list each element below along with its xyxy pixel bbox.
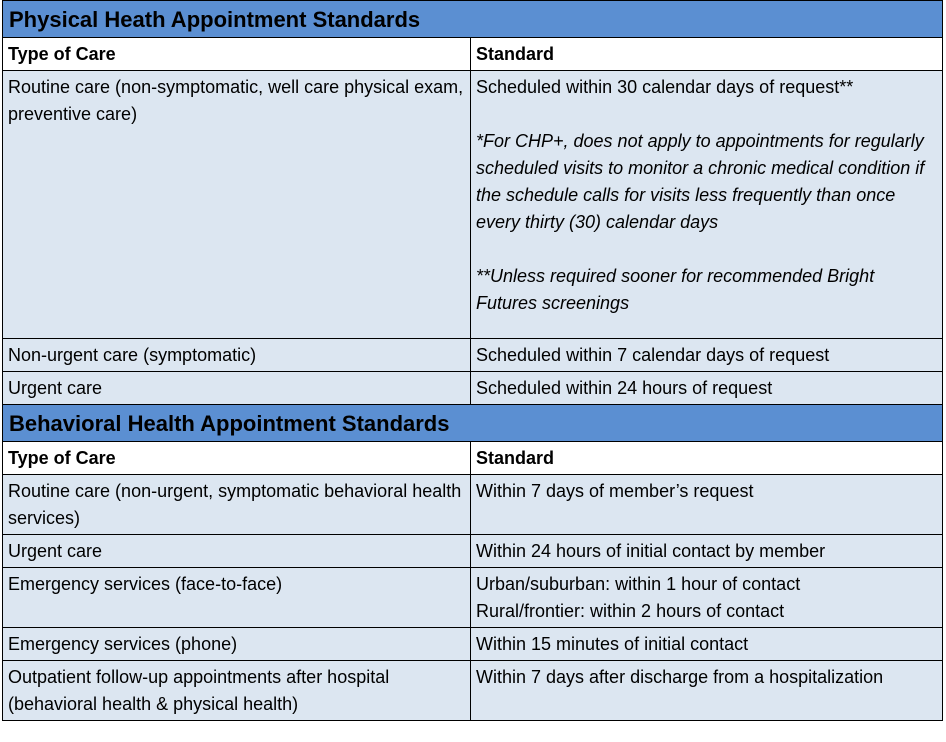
standard-cell: Within 24 hours of initial contact by member (471, 535, 943, 568)
table-row (3, 535, 943, 568)
type-of-care-cell: Urgent care (3, 372, 471, 405)
behavioral-section-title: Behavioral Health Appointment Standards (3, 405, 943, 442)
spacer (476, 236, 938, 263)
type-of-care-cell: Non-urgent care (symptomatic) (3, 339, 471, 372)
table-row (3, 475, 943, 535)
physical-section-title: Physical Heath Appointment Standards (3, 1, 943, 38)
standard-text: Scheduled within 30 calendar days of request** (476, 77, 854, 97)
physical-col-type-header: Type of Care (3, 38, 471, 71)
standard-cell: Scheduled within 24 hours of request (471, 372, 943, 405)
behavioral-column-header-row (3, 442, 943, 475)
table-row (3, 661, 943, 721)
standard-cell (471, 71, 943, 339)
behavioral-section-header-row (3, 405, 943, 442)
chp-footnote: *For CHP+, does not apply to appointments for regularly scheduled visits to monitor a chronic medical condition if the schedule calls for visits less frequently than once every thirty (30) calendar days (476, 131, 925, 232)
behavioral-col-type-header: Type of Care (3, 442, 471, 475)
physical-section-header-row (3, 1, 943, 38)
physical-col-standard-header: Standard (471, 38, 943, 71)
table-row (3, 372, 943, 405)
standard-cell: Within 7 days after discharge from a hospitalization (471, 661, 943, 721)
physical-column-header-row (3, 38, 943, 71)
spacer (476, 101, 938, 128)
type-of-care-cell: Emergency services (phone) (3, 628, 471, 661)
bright-futures-footnote: **Unless required sooner for recommended Bright Futures screenings (476, 266, 875, 313)
standard-cell: Scheduled within 7 calendar days of request (471, 339, 943, 372)
standard-cell: Within 7 days of member’s request (471, 475, 943, 535)
appointment-standards-sheet (2, 0, 944, 721)
type-of-care-cell: Routine care (non-urgent, symptomatic behavioral health services) (3, 475, 471, 535)
table-row (3, 339, 943, 372)
table-row (3, 568, 943, 628)
table-row (3, 71, 943, 339)
urban-standard-text: Urban/suburban: within 1 hour of contact (476, 574, 801, 594)
appointment-standards-table (2, 0, 943, 721)
type-of-care-cell: Routine care (non-symptomatic, well care physical exam, preventive care) (3, 71, 471, 339)
type-of-care-cell: Urgent care (3, 535, 471, 568)
rural-standard-text: Rural/frontier: within 2 hours of contact (476, 601, 785, 621)
table-row (3, 628, 943, 661)
standard-cell (471, 568, 943, 628)
type-of-care-cell: Emergency services (face-to-face) (3, 568, 471, 628)
behavioral-col-standard-header: Standard (471, 442, 943, 475)
type-of-care-cell: Outpatient follow-up appointments after hospital (behavioral health & physical health) (3, 661, 471, 721)
standard-cell: Within 15 minutes of initial contact (471, 628, 943, 661)
